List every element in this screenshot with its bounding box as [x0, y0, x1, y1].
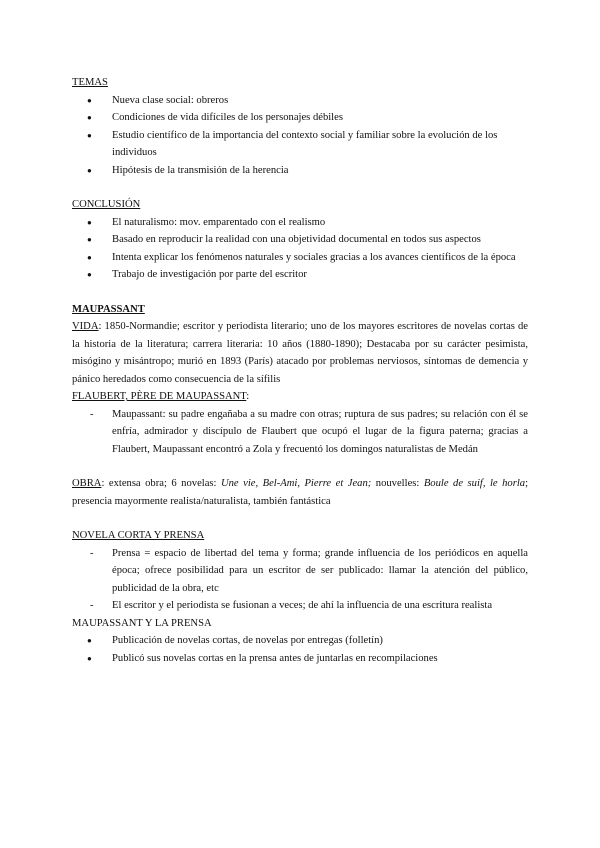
obra-text-3: ; presencia mayormente realista/naturalista, también fantástica [72, 478, 529, 507]
novela-corta-list [72, 545, 528, 615]
conclusion-heading: CONCLUSIÓN [72, 199, 141, 210]
list-item: ● Estudio científico de la importancia del contexto social y familiar sobre la evolución de los individuos [72, 127, 528, 162]
conclusion-list [72, 214, 528, 284]
obra-nouvelles: Boule de suif, le horla [423, 478, 526, 489]
flaubert-heading: FLAUBERT, PÈRE DE MAUPASSANT [72, 391, 247, 402]
maupassant-prensa-list [72, 632, 528, 667]
document-page [72, 74, 528, 667]
list-item: ● Hipótesis de la transmisión de la herencia [72, 162, 528, 180]
novela-corta-heading: NOVELA CORTA Y PRENSA [72, 530, 205, 541]
flaubert-heading-line [72, 388, 528, 406]
temas-heading: TEMAS [72, 77, 108, 88]
list-item: ● El naturalismo: mov. emparentado con el realismo [72, 214, 528, 232]
list-item: ● Nueva clase social: obreros [72, 92, 528, 110]
maupassant-title: MAUPASSANT [72, 303, 145, 315]
list-item: ● Publicación de novelas cortas, de novelas por entregas (folletín) [72, 632, 528, 650]
vida-text: : 1850-Normandie; escritor y periodista literario; uno de los mayores escritores de novelas cortas de la historia de la literatura; carrera literaria: 10 años (1880-1890); Destacaba por su carácter pesimista, misógino y misántropo; murió en 1893 (París) atacado por problemas nerviosos, síntomas de demencia y pánico heredados como consecuencia de la sífilis [72, 321, 528, 385]
maupassant-prensa-heading: MAUPASSANT Y LA PRENSA [72, 617, 212, 629]
list-item: - El escritor y el periodista se fusionan a veces; de ahí la influencia de una escritura realista [72, 597, 528, 615]
list-item: - Prensa = espacio de libertad del tema y forma; grande influencia de los periódicos en aquella época; ofrece posibilidad para un escritor de ser publicado: llamar la atención del público, publicidad de la obra, etc [72, 545, 528, 598]
vida-label: VIDA [72, 321, 99, 332]
list-item: ● Condiciones de vida difíciles de los personajes débiles [72, 109, 528, 127]
list-item: ● Intenta explicar los fenómenos naturales y sociales gracias a los avances científicos de la época [72, 249, 528, 267]
obra-text-2: nouvelles: [371, 478, 424, 489]
obra-paragraph [72, 475, 528, 510]
vida-paragraph [72, 318, 528, 388]
list-item: ● Publicó sus novelas cortas en la prensa antes de juntarlas en recompilaciones [72, 650, 528, 668]
list-item: ● Trabajo de investigación por parte del escritor [72, 266, 528, 284]
obra-label: OBRA [72, 478, 102, 489]
obra-text-1: : extensa obra; 6 novelas: [101, 478, 221, 489]
obra-novels: Une vie, Bel-Ami, Pierre et Jean; [220, 478, 372, 489]
flaubert-list [72, 406, 528, 459]
temas-list [72, 92, 528, 180]
flaubert-colon: : [246, 391, 250, 402]
list-item: - Maupassant: su padre engañaba a su madre con otras; ruptura de sus padres; su relación con él se enfría, admirador y discípulo de Flaubert que ocupó el lugar de la figura paterna; gracias a Flaubert, Maupassant encontró a Zola y frecuentó los domingos naturalistas de Medán [72, 406, 528, 459]
list-item: ● Basado en reproducir la realidad con una objetividad documental en todos sus aspectos [72, 231, 528, 249]
